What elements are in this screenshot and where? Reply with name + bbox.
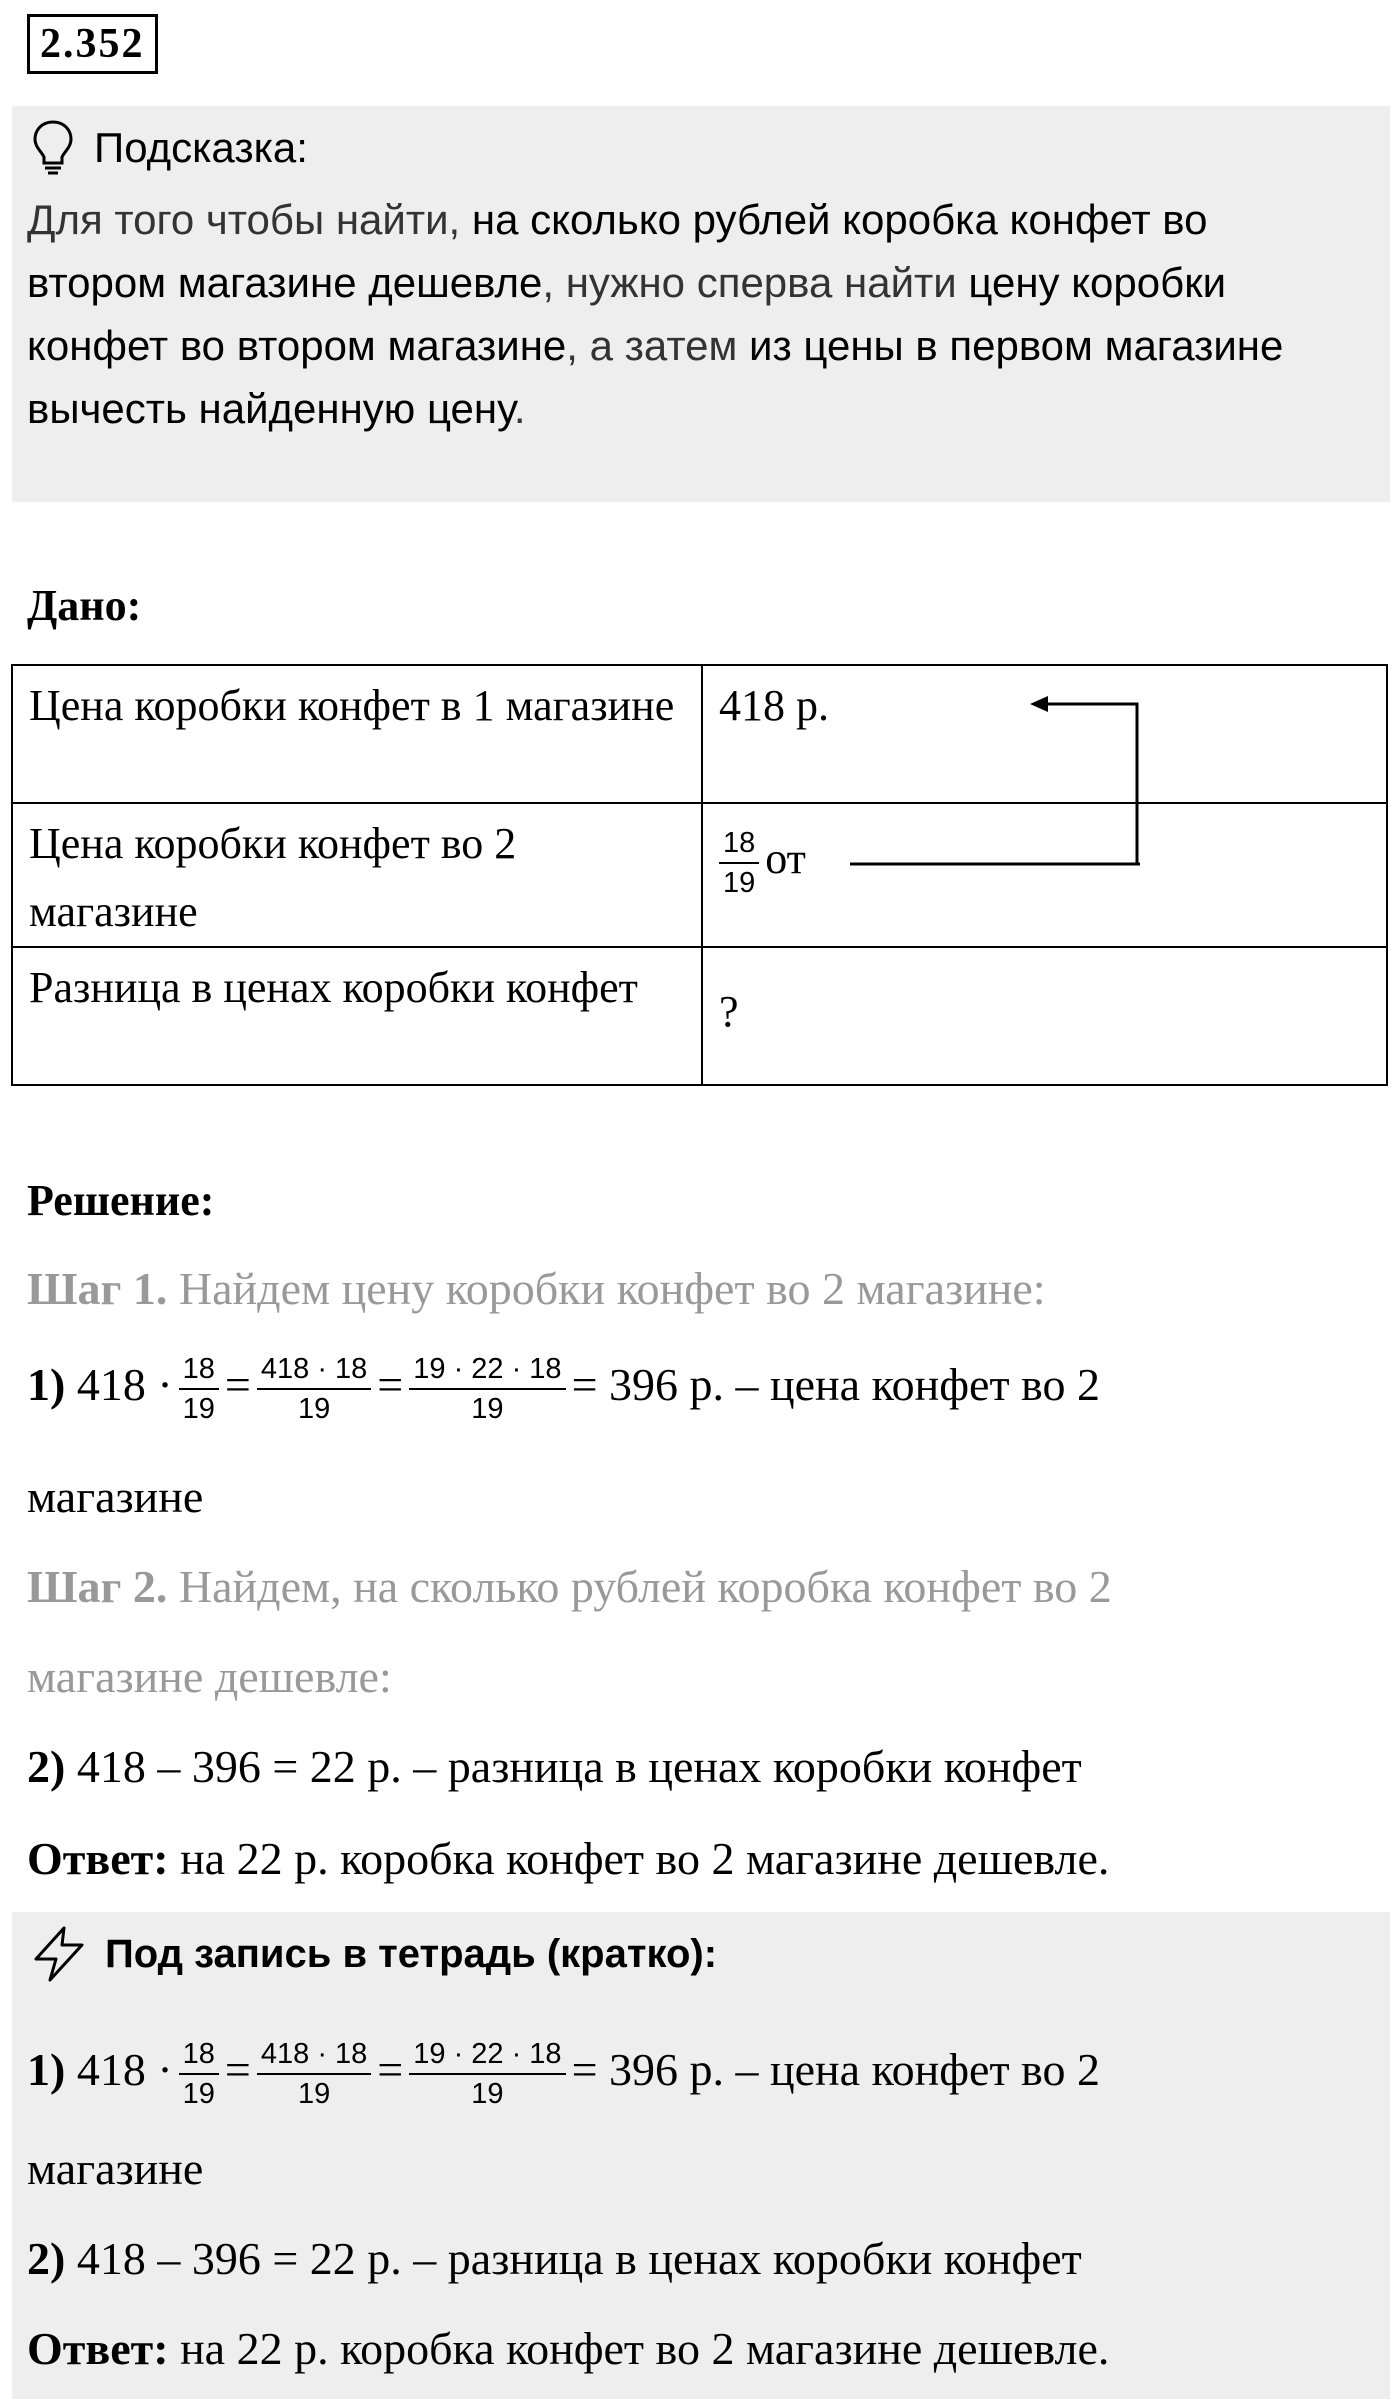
fraction: $\frac{19 \cdot 22 \cdot 18}{19}$	[409, 1352, 565, 1426]
given-value-1: 418 р.	[702, 665, 1387, 803]
step2: Шаг 2. Найдем, на сколько рублей коробка конфет во 2	[27, 1561, 1112, 1612]
step1: Шаг 1. Найдем цену коробки конфет во 2 магазине:	[27, 1263, 1046, 1314]
task-number: 2.352	[27, 14, 158, 74]
calc-line-2: 2) 418 – 396 = 22 р. – разница в ценах коробки конфет	[27, 1741, 1082, 1792]
calc-line-1: 1) 418 · $\frac{18}{19}$ = $\frac{418 \cdot 18}{19}$ = $\frac{19 \cdot 22 \cdot 18}{19}$ = 396 р. – цена конфет во 2	[27, 1353, 1100, 1426]
given-label-1: Цена коробки конфет в 1 магазине	[12, 665, 702, 803]
fraction: $\frac{418 \cdot 18}{19}$	[257, 1352, 371, 1426]
short-title: Под запись в тетрадь (кратко):	[105, 1932, 718, 1976]
given-title: Дано:	[27, 581, 142, 630]
hint-text: Для того чтобы найти, на сколько рублей коробка конфет во втором магазине дешевле, нужно сперва найти цену коробки конфет во втором магазине, а затем из цены в первом магазине вычесть найденную цену.	[27, 196, 1284, 432]
fraction: $\frac{418 \cdot 18}{19}$	[257, 2037, 371, 2111]
table-row	[12, 665, 1387, 803]
fraction: $\frac{18}{19}$	[179, 1352, 219, 1426]
fraction: $\frac{18}{19}$	[179, 2037, 219, 2111]
calc-line-1-cont: магазине	[27, 1471, 204, 1522]
given-value-3: ?	[702, 947, 1387, 1085]
lightning-icon	[30, 1925, 90, 1983]
answer: Ответ: на 22 р. коробка конфет во 2 магазине дешевле.	[27, 1833, 1110, 1884]
fraction: $\frac{19 \cdot 22 \cdot 18}{19}$	[409, 2037, 565, 2111]
table-row	[12, 803, 1387, 947]
short-calc-line-1: 1) 418 · $\frac{18}{19}$ = $\frac{418 \cdot 18}{19}$ = $\frac{19 \cdot 22 \cdot 18}{19}$ = 396 р. – цена конфет во 2	[27, 2038, 1100, 2111]
short-calc-line-2: 2) 418 – 396 = 22 р. – разница в ценах коробки конфет	[27, 2233, 1082, 2284]
arrow-icon	[840, 690, 1140, 870]
short-calc-line-1-cont: магазине	[27, 2143, 204, 2194]
table-row	[12, 947, 1387, 1085]
given-label-3: Разница в ценах коробки конфет	[12, 947, 702, 1085]
hint-title: Подсказка:	[94, 124, 308, 171]
step2-cont: магазине дешевле:	[27, 1651, 392, 1702]
lightbulb-icon	[30, 118, 76, 178]
fraction: $\frac{18}{19}$	[719, 826, 759, 900]
given-table	[11, 664, 1388, 1086]
solution-title: Решение:	[27, 1176, 215, 1225]
given-value-2: $\frac{18}{19}$ от	[702, 803, 1387, 947]
given-label-2: Цена коробки конфет во 2 магазине	[12, 803, 702, 947]
short-answer: Ответ: на 22 р. коробка конфет во 2 магазине дешевле.	[27, 2323, 1110, 2374]
